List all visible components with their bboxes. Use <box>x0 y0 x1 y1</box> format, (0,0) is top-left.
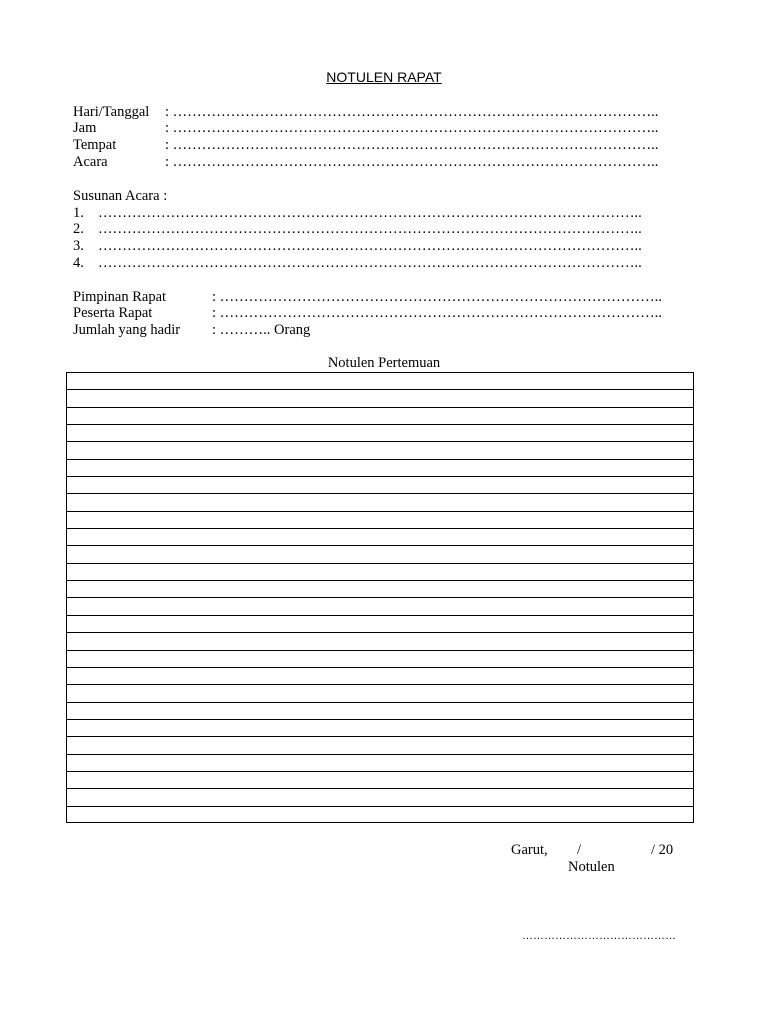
minutes-row[interactable] <box>67 425 693 442</box>
agenda-item-value: ………………………………………………………………………………………………….. <box>98 205 642 221</box>
agenda-item-value: ………………………………………………………………………………………………….. <box>98 255 642 271</box>
agenda-item-value: ………………………………………………………………………………………………….. <box>98 238 642 254</box>
meeting-label-peserta: Peserta Rapat <box>73 305 153 321</box>
minutes-table[interactable] <box>66 372 694 823</box>
minutes-row[interactable] <box>67 442 693 459</box>
meeting-label-jumlah: Jumlah yang hadir <box>73 322 181 338</box>
minutes-row[interactable] <box>67 772 693 789</box>
info-value-jam: : ……………………………………………………………………………………….. <box>165 120 659 136</box>
info-value-acara: : ……………………………………………………………………………………….. <box>165 154 659 170</box>
meeting-value-peserta: : ……………………………………………………………………………….. <box>212 305 662 321</box>
minutes-row[interactable] <box>67 755 693 772</box>
info-value-tempat: : ……………………………………………………………………………………….. <box>165 137 659 153</box>
document-title: NOTULEN RAPAT <box>326 69 442 85</box>
signature-line: …………………………………… <box>522 930 676 942</box>
info-label-tempat: Tempat <box>73 137 117 153</box>
minutes-row[interactable] <box>67 651 693 668</box>
signature-year: / 20 <box>651 842 674 858</box>
minutes-row[interactable] <box>67 494 693 511</box>
minutes-title: Notulen Pertemuan <box>327 355 441 371</box>
minutes-row[interactable] <box>67 668 693 685</box>
minutes-row[interactable] <box>67 616 693 633</box>
info-value-hari-tanggal: : ……………………………………………………………………………………….. <box>165 104 659 120</box>
signature-date-slash: / <box>577 842 582 858</box>
meeting-value-jumlah: : ……….. Orang <box>212 322 311 338</box>
minutes-row[interactable] <box>67 564 693 581</box>
minutes-row[interactable] <box>67 460 693 477</box>
minutes-row[interactable] <box>67 373 693 390</box>
minutes-row[interactable] <box>67 703 693 720</box>
minutes-row[interactable] <box>67 581 693 598</box>
info-label-acara: Acara <box>73 154 108 170</box>
minutes-row[interactable] <box>67 789 693 806</box>
minutes-row[interactable] <box>67 807 693 824</box>
agenda-item-number: 2. <box>73 221 84 237</box>
agenda-item-number: 4. <box>73 255 84 271</box>
minutes-row[interactable] <box>67 598 693 615</box>
meeting-label-pimpinan: Pimpinan Rapat <box>73 289 167 305</box>
minutes-row[interactable] <box>67 546 693 563</box>
info-label-jam: Jam <box>73 120 97 136</box>
signature-role: Notulen <box>568 859 615 875</box>
minutes-row[interactable] <box>67 633 693 650</box>
minutes-row[interactable] <box>67 408 693 425</box>
meeting-value-pimpinan: : ……………………………………………………………………………….. <box>212 289 662 305</box>
agenda-item-number: 1. <box>73 205 84 221</box>
agenda-heading: Susunan Acara : <box>73 188 168 204</box>
signature-place: Garut, <box>511 842 548 858</box>
minutes-row[interactable] <box>67 720 693 737</box>
info-label-hari-tanggal: Hari/Tanggal <box>73 104 150 120</box>
minutes-row[interactable] <box>67 685 693 702</box>
minutes-row[interactable] <box>67 512 693 529</box>
agenda-item-number: 3. <box>73 238 84 254</box>
agenda-item-value: ………………………………………………………………………………………………….. <box>98 221 642 237</box>
minutes-row[interactable] <box>67 529 693 546</box>
minutes-row[interactable] <box>67 737 693 754</box>
minutes-row[interactable] <box>67 390 693 407</box>
minutes-row[interactable] <box>67 477 693 494</box>
